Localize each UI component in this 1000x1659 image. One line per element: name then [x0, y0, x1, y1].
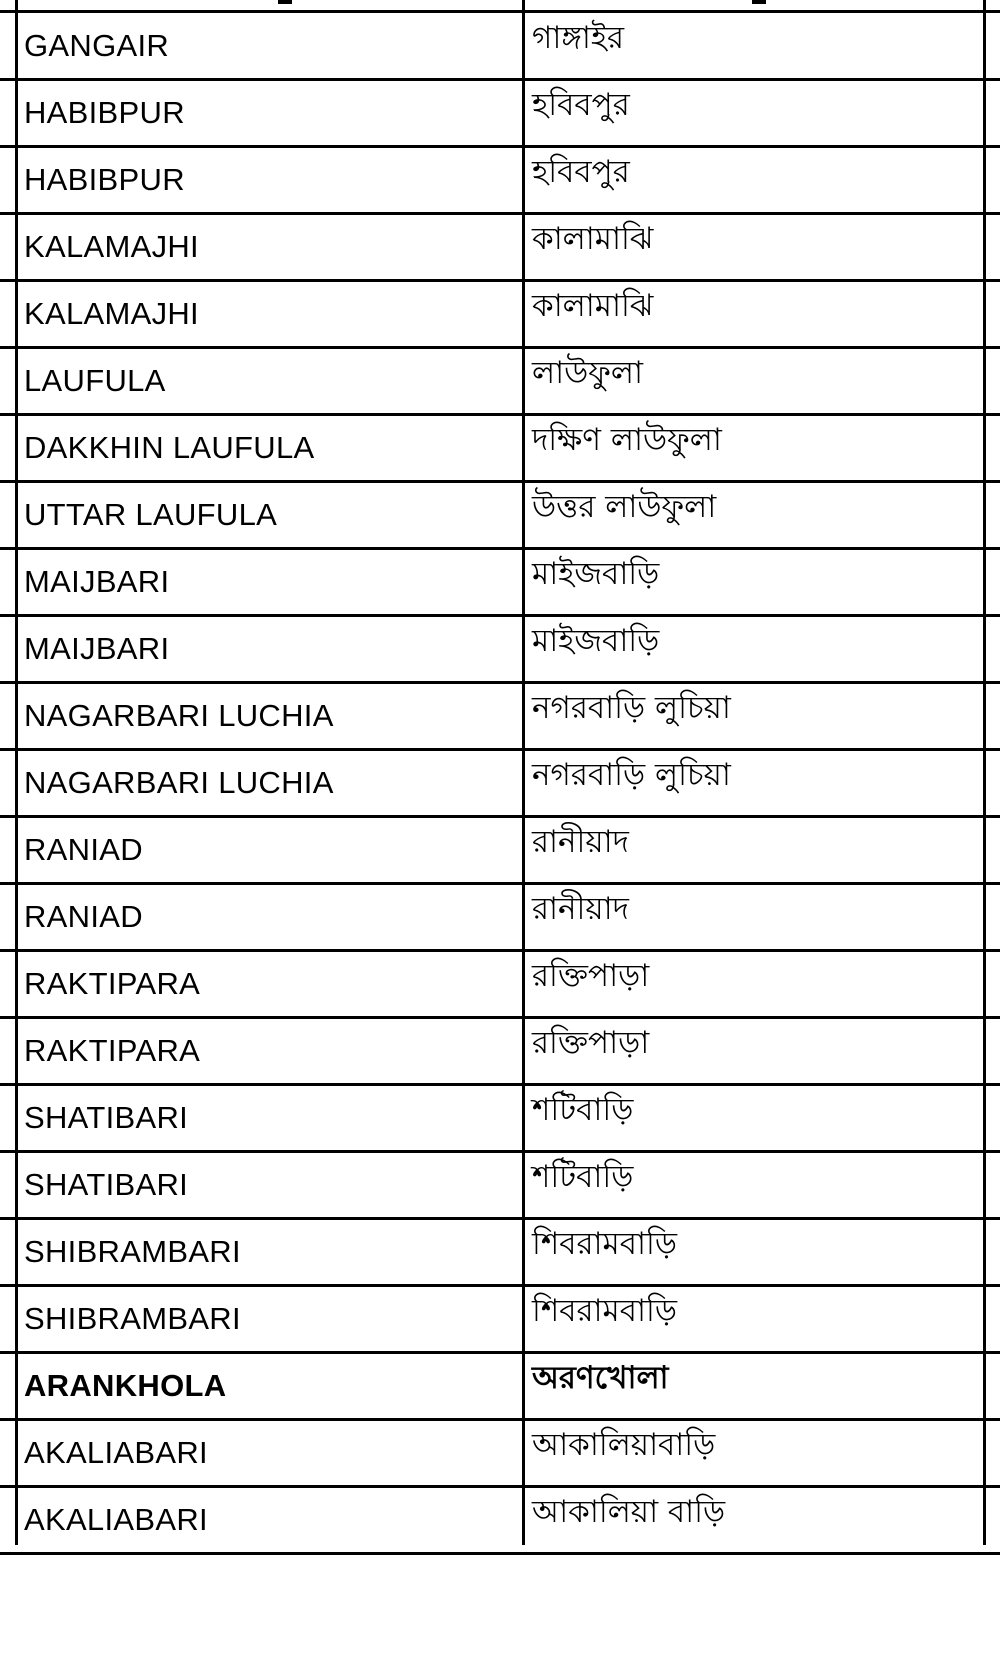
english-name-cell: UTTAR LAUFULA: [24, 497, 278, 532]
bengali-name-cell: শিবরামবাড়ি: [532, 1293, 677, 1329]
table-row: [0, 12, 1000, 79]
bengali-name-cell: গাঙ্গাইর: [532, 20, 625, 56]
english-name-cell: NAGARBARI LUCHIA: [24, 765, 334, 800]
english-name-cell: LAUFULA: [24, 363, 166, 398]
english-name-cell: AKALIABARI: [24, 1435, 208, 1470]
table-row: [0, 883, 1000, 950]
table-row: [0, 213, 1000, 280]
bengali-name-cell: নগরবাড়ি লুচিয়া: [532, 757, 731, 793]
bengali-name-cell: দক্ষিণ লাউফুলা: [532, 422, 722, 458]
table-row: [0, 615, 1000, 682]
bengali-name-cell: হবিবপুর: [532, 87, 630, 123]
english-name-cell: RANIAD: [24, 899, 143, 934]
bengali-name-cell: শটিবাড়ি: [532, 1092, 634, 1128]
table-row: [0, 146, 1000, 213]
table-row: [0, 682, 1000, 749]
top-stub-right: [752, 0, 766, 4]
bengali-name-cell: নগরবাড়ি লুচিয়া: [532, 690, 731, 726]
bengali-name-cell: অরণখোলা: [532, 1360, 669, 1396]
english-name-cell: SHIBRAMBARI: [24, 1234, 241, 1269]
bengali-name-cell: কালামাঝি: [532, 221, 654, 257]
bengali-name-cell: শটিবাড়ি: [532, 1159, 634, 1195]
english-name-cell: KALAMAJHI: [24, 229, 199, 264]
english-name-cell: ARANKHOLA: [24, 1368, 227, 1403]
table-row: [0, 347, 1000, 414]
bengali-name-cell: উত্তর লাউফুলা: [532, 489, 717, 525]
english-name-cell: RAKTIPARA: [24, 1033, 201, 1068]
top-stub-left: [278, 0, 292, 4]
english-name-cell: NAGARBARI LUCHIA: [24, 698, 334, 733]
bengali-name-cell: আকালিয়া বাড়ি: [532, 1494, 726, 1530]
english-name-cell: KALAMAJHI: [24, 296, 199, 331]
table-row: [0, 548, 1000, 615]
table-row: [0, 1017, 1000, 1084]
bengali-name-cell: রানীয়াদ: [532, 824, 629, 860]
english-name-cell: RAKTIPARA: [24, 966, 201, 1001]
english-name-cell: SHATIBARI: [24, 1100, 189, 1135]
english-name-cell: HABIBPUR: [24, 95, 185, 130]
table-row: [0, 1218, 1000, 1285]
bengali-name-cell: মাইজবাড়ি: [532, 623, 660, 659]
english-name-cell: SHIBRAMBARI: [24, 1301, 241, 1336]
table-row: [0, 749, 1000, 816]
table-row: [0, 1352, 1000, 1419]
bengali-name-cell: হবিবপুর: [532, 154, 630, 190]
english-name-cell: AKALIABARI: [24, 1502, 208, 1537]
table-row: [0, 950, 1000, 1017]
table-row: [0, 414, 1000, 481]
bengali-name-cell: শিবরামবাড়ি: [532, 1226, 677, 1262]
table-row: [0, 816, 1000, 883]
bengali-name-cell: লাউফুলা: [532, 355, 643, 391]
table-row: [0, 481, 1000, 548]
table-row: [0, 79, 1000, 146]
english-name-cell: MAIJBARI: [24, 631, 170, 666]
table-row: [0, 1151, 1000, 1218]
bengali-name-cell: কালামাঝি: [532, 288, 654, 324]
row-divider: [0, 1552, 1000, 1555]
bengali-name-cell: মাইজবাড়ি: [532, 556, 660, 592]
bengali-name-cell: রানীয়াদ: [532, 891, 629, 927]
english-name-cell: HABIBPUR: [24, 162, 185, 197]
english-name-cell: RANIAD: [24, 832, 143, 867]
english-name-cell: DAKKHIN LAUFULA: [24, 430, 315, 465]
bengali-name-cell: আকালিয়াবাড়ি: [532, 1427, 716, 1463]
table-row: [0, 1419, 1000, 1486]
english-name-cell: GANGAIR: [24, 28, 170, 63]
table-row: [0, 1486, 1000, 1553]
english-name-cell: SHATIBARI: [24, 1167, 189, 1202]
english-name-cell: MAIJBARI: [24, 564, 170, 599]
table-row: [0, 1084, 1000, 1151]
bengali-name-cell: রক্তিপাড়া: [532, 958, 650, 994]
table-row: [0, 280, 1000, 347]
bengali-name-cell: রক্তিপাড়া: [532, 1025, 650, 1061]
table-row: [0, 1285, 1000, 1352]
